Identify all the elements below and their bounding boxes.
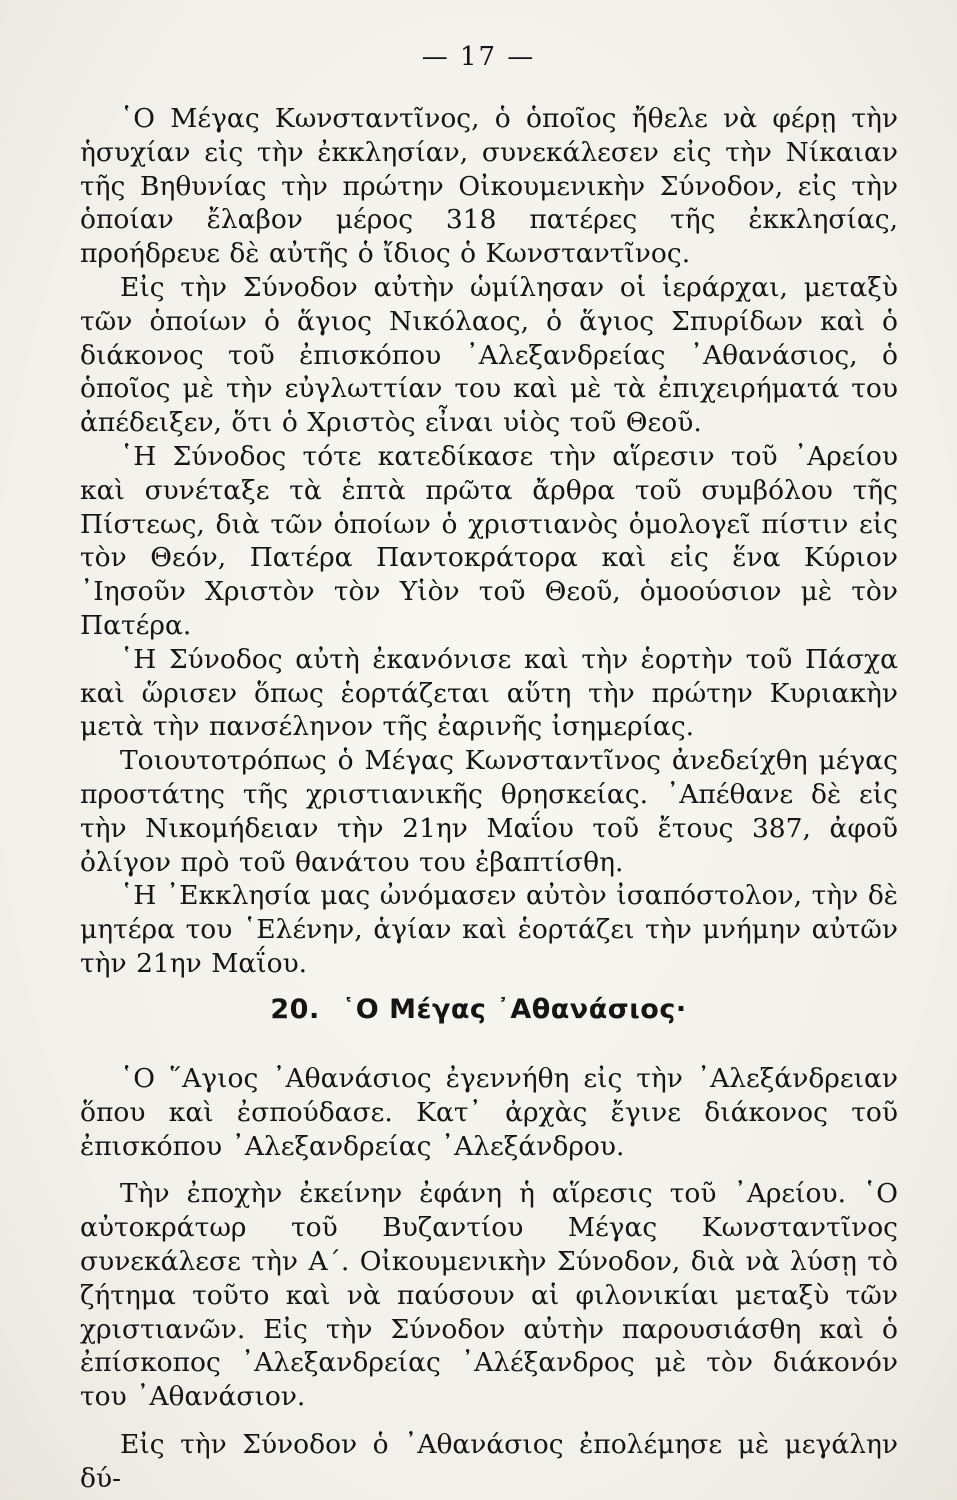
text-block-bottom <box>80 1062 898 1496</box>
section-number: 20. <box>270 994 320 1025</box>
paragraph: ῾Η Σύνοδος τότε κατεδίκασε τὴν αἵρεσιν τοῦ ᾿Αρείου καὶ συνέταξε τὰ ἑπτὰ πρῶτα ἄρθρα τοῦ συμβόλου τῆς Πίστεως, διὰ τῶν ὁποίων ὁ χριστιανὸς ὁμολογεῖ πίστιν εἰς τὸν Θεόν, Πατέρα Παντοκράτορα καὶ εἰς ἕνα Κύριον ᾿Ιησοῦν Χριστὸν τὸν Υἱὸν τοῦ Θεοῦ, ὁμοούσιον μὲ τὸν Πατέρα. <box>80 440 898 641</box>
paragraph: ῾Η Σύνοδος αὐτὴ ἐκανόνισε καὶ τὴν ἑορτὴν τοῦ Πάσχα καὶ ὥρισεν ὅπως ἑορτάζεται αὕτη τὴν πρώτην Κυριακὴν μετὰ τὴν πανσέληνον τῆς ἐαρινῆς ἰσημερίας. <box>80 643 898 743</box>
paragraph: Εἰς τὴν Σύνοδον ὁ ᾿Αθανάσιος ἐπολέμησε μὲ μεγάλην δύ- <box>80 1428 898 1494</box>
section-heading <box>0 994 957 1025</box>
text-block-top <box>80 102 898 981</box>
section-title: ῾Ο Μέγας ᾿Αθανάσιος· <box>341 994 687 1025</box>
paragraph: ῾Ο ῞Αγιος ᾿Αθανάσιος ἐγεννήθη εἰς τὴν ᾿Αλεξάνδρειαν ὅπου καὶ ἐσπούδασε. Κατ᾿ ἀρχὰς ἔγινε διάκονος τοῦ ἐπισκόπου ᾿Αλεξανδρείας ᾿Αλεξάνδρου. <box>80 1063 898 1162</box>
page-number: — 17 — <box>421 42 536 72</box>
paragraph: Εἰς τὴν Σύνοδον αὐτὴν ὡμίλησαν οἱ ἱεράρχαι, μεταξὺ τῶν ὁποίων ὁ ἅγιος Νικόλαος, ὁ ἅγιος Σπυρίδων καὶ ὁ διάκονος τοῦ ἐπισκόπου ᾿Αλεξανδρείας ᾿Αθανάσιος, ὁ ὁποῖος μὲ τὴν εὐγλωττίαν του καὶ μὲ τὰ ἐπιχειρήματά του ἀπέδειξεν, ὅτι ὁ Χριστὸς εἶναι υἱὸς τοῦ Θεοῦ. <box>80 271 898 439</box>
paragraph: Τοιουτοτρόπως ὁ Μέγας Κωνσταντῖνος ἀνεδείχθη μέγας προστάτης τῆς χριστιανικῆς θρησκείας. ᾿Απέθανε δὲ εἰς τὴν Νικομήδειαν τὴν 21ην Μαΐου τοῦ ἔτους 387, ἀφοῦ ὀλίγον πρὸ τοῦ θανάτου του ἐβαπτίσθη. <box>80 745 898 878</box>
paragraph: ῾Ο Μέγας Κωνσταντῖνος, ὁ ὁποῖος ἤθελε νὰ φέρῃ τὴν ἡσυχίαν εἰς τὴν ἐκκλησίαν, συνεκάλεσεν εἰς τὴν Νίκαιαν τῆς Βηθυνίας τὴν πρώτην Οἰκουμενικὴν Σύνοδον, εἰς τὴν ὁποίαν ἔλαβον μέρος 318 πατέρες τῆς ἐκκλησίας, προήδρευε δὲ αὐτῆς ὁ ἴδιος ὁ Κωνσταντῖνος. <box>80 103 898 270</box>
paragraph: Τὴν ἐποχὴν ἐκείνην ἐφάνη ἡ αἵρεσις τοῦ ᾿Αρείου. ῾Ο αὐτοκράτωρ τοῦ Βυζαντίου Μέγας Κωνσταντῖνος συνεκάλεσε τὴν Α΄. Οἰκουμενικὴν Σύνοδον, διὰ νὰ λύσῃ τὸ ζήτημα τοῦτο καὶ νὰ παύσουν αἱ φιλονικίαι μεταξὺ τῶν χριστιανῶν. Εἰς τὴν Σύνοδον αὐτὴν παρουσιάσθη καὶ ὁ ἐπίσκοπος ᾿Αλεξανδρείας ᾿Αλέξανδρος μὲ τὸν διάκονόν του ᾿Αθανάσιον. <box>80 1178 898 1413</box>
paragraph: ῾Η ᾿Εκκλησία μας ὠνόμασεν αὐτὸν ἰσαπόστολον, τὴν δὲ μητέρα του ῾Ελένην, ἁγίαν καὶ ἑορτάζει τὴν μνήμην αὐτῶν τὴν 21ην Μαΐου. <box>80 880 898 979</box>
